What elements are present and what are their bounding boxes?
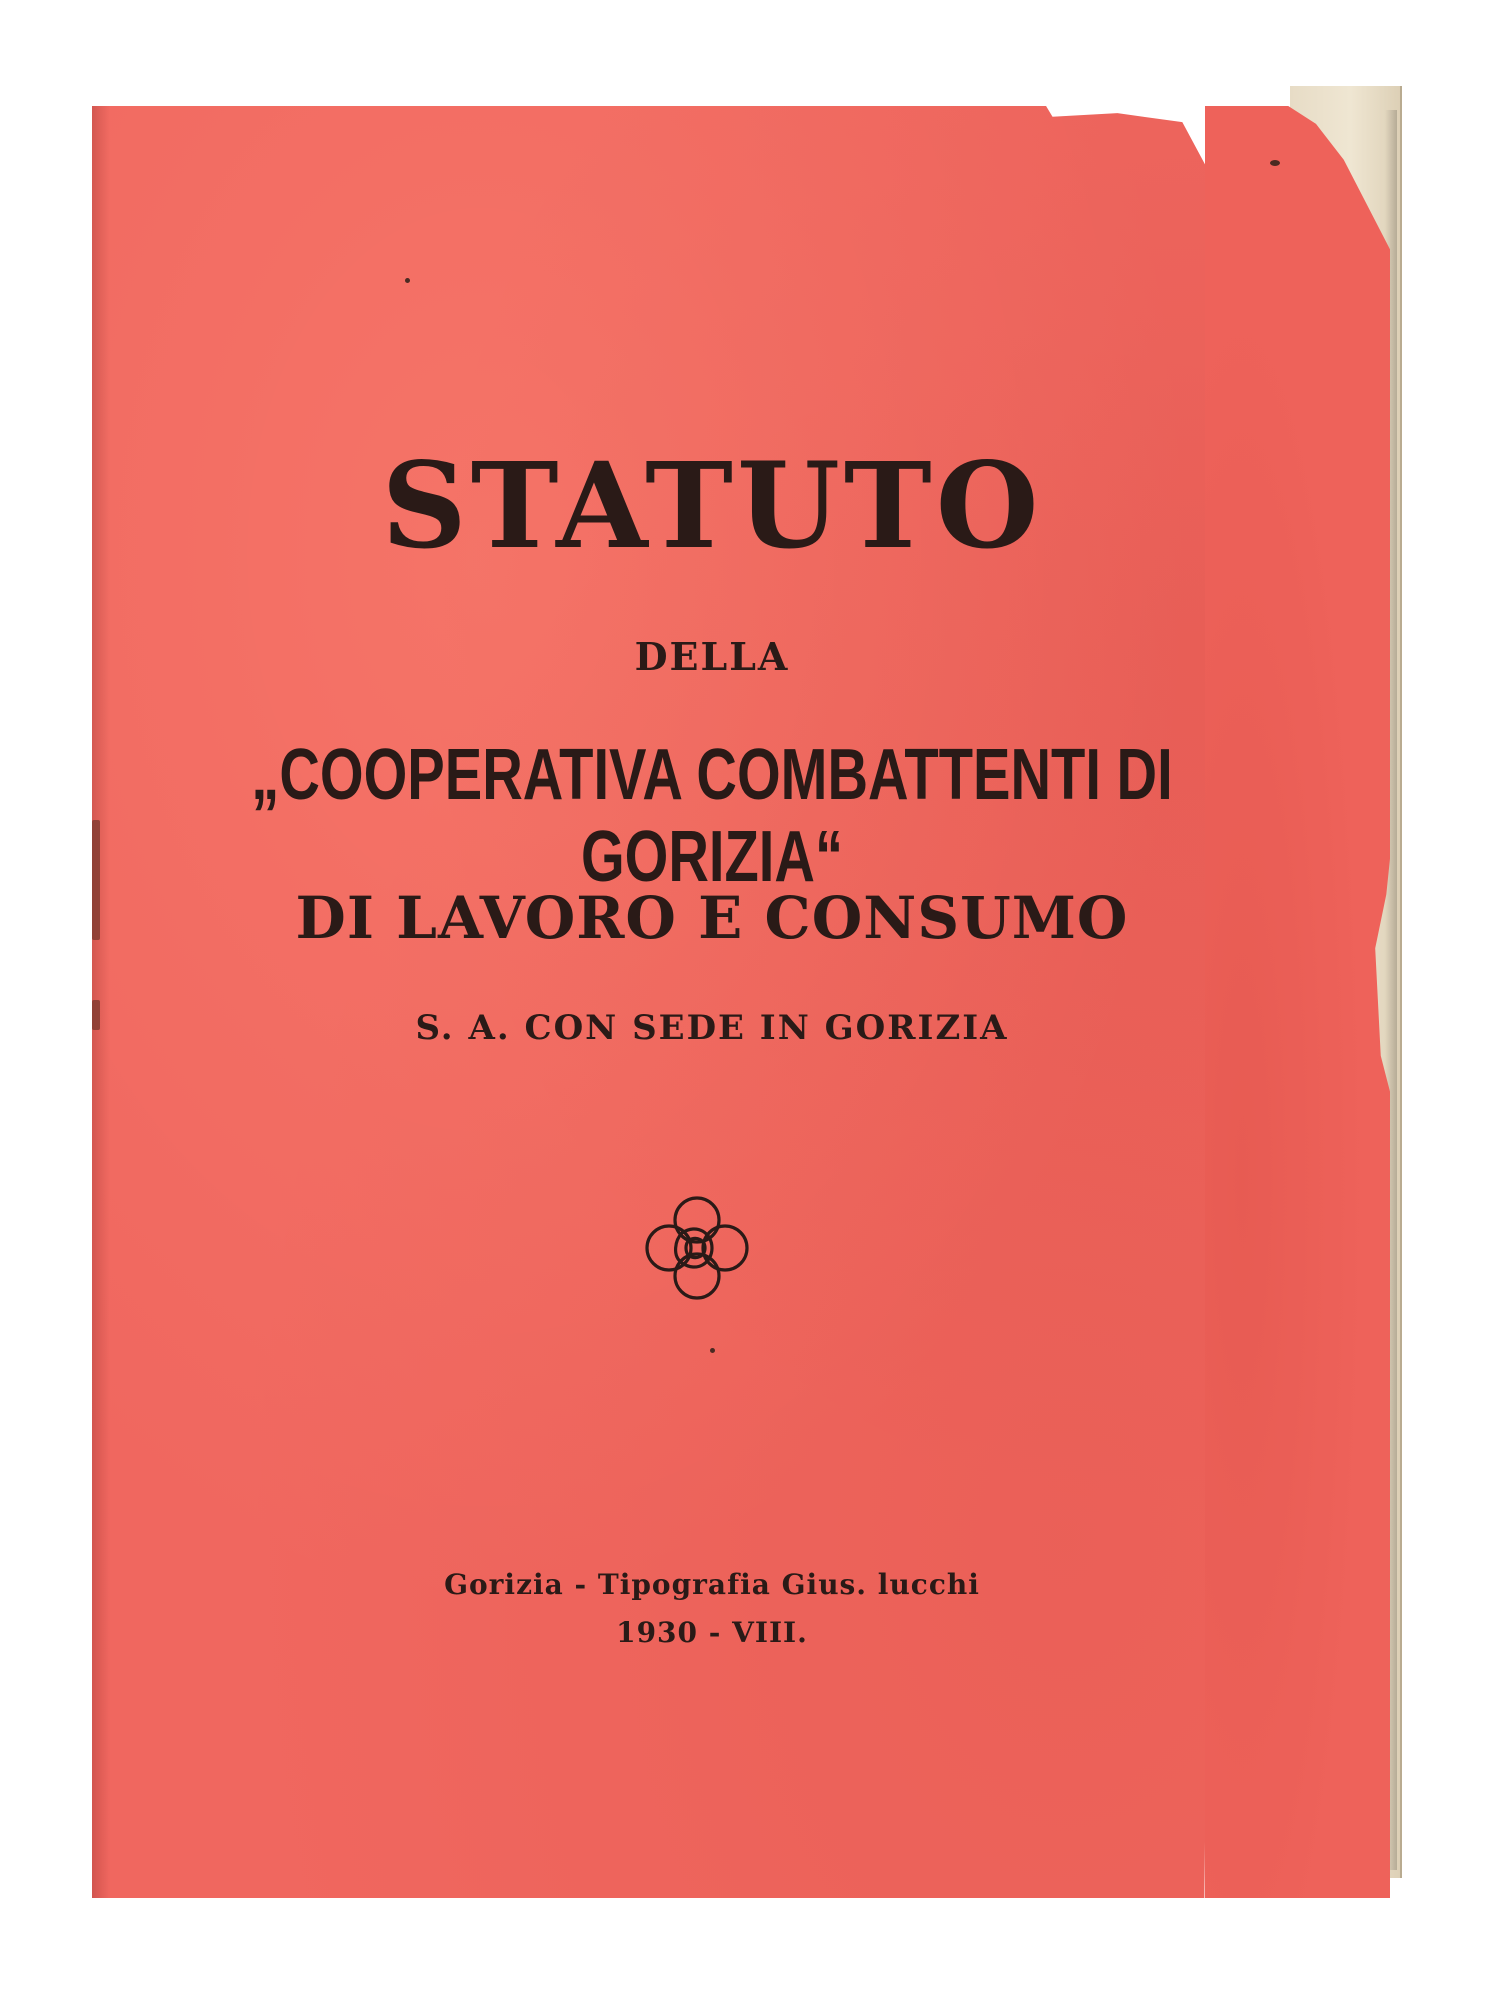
celtic-knot-ornament-icon [637,1188,757,1308]
cooperative-subtitle: DI LAVORO E CONSUMO [295,884,1129,952]
document-title: STATUTO [381,436,1043,575]
della-label: DELLA [634,634,790,679]
cooperative-name: „COOPERATIVA COMBATTENTI DI GORIZIA“ [251,735,1173,897]
publication-year: 1930 - VIII. [616,1616,808,1649]
ink-speck [1270,160,1280,166]
cover-text-block [92,106,1252,1898]
registered-seat: S. A. CON SEDE IN GORIZIA [415,1008,1009,1048]
printer-imprint: Gorizia - Tipografia Gius. lucchi [444,1568,980,1601]
